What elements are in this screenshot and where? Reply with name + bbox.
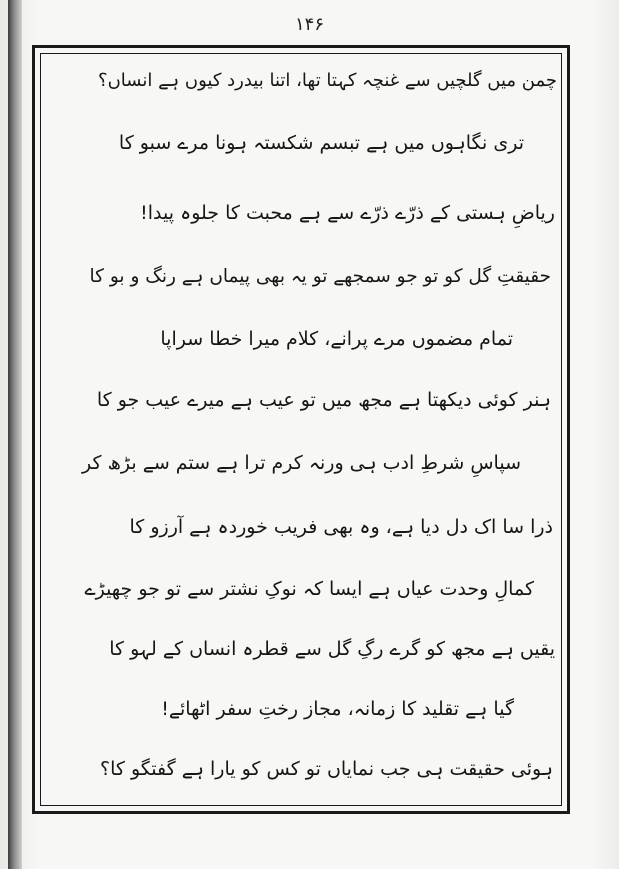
verse-line-10: یقیں ہے مجھ کو گرے رگِ گل سے قطرہ انساں کے لہو کا: [109, 638, 555, 660]
verse-line-7: سپاسِ شرطِ ادب ہی ورنہ کرم ترا ہے ستم سے بڑھ کر: [82, 452, 521, 474]
verse-line-2: تری نگاہوں میں ہے تبسم شکستہ ہونا مرے سبو کا: [118, 132, 524, 154]
verse-line-8: ذرا سا اک دل دیا ہے، وہ بھی فریب خوردہ ہے آرزو کا: [129, 516, 553, 538]
book-spine-shadow: [8, 0, 22, 869]
page-number: ۱۴۶: [294, 14, 324, 35]
page-border-inner: [40, 53, 562, 806]
verse-line-3: ریاضِ ہستی کے ذرّے ذرّے سے ہے محبت کا جلوہ پیدا!: [140, 202, 555, 224]
verse-line-1: چمن میں گلچیں سے غنچہ کہتا تھا، اتنا بیدرد کیوں ہے انساں؟: [98, 70, 557, 91]
verse-line-12: ہوئی حقیقت ہی جب نمایاں تو کس کو یارا ہے گفتگو کا؟: [100, 758, 553, 780]
verse-line-4: حقیقتِ گل کو تو جو سمجھے تو یہ بھی پیماں ہے رنگ و بو کا: [89, 266, 551, 287]
verse-line-5: تمام مضموں مرے پرانے، کلام میرا خطا سراپا: [160, 328, 513, 350]
verse-line-11: گیا ہے تقلید کا زمانہ، مجاز رختِ سفر اٹھائے!: [161, 698, 514, 720]
verse-line-6: ہنر کوئی دیکھتا ہے مجھ میں تو عیب ہے میرے عیب جو کا: [96, 389, 551, 411]
verse-line-9: کمالِ وحدت عیاں ہے ایسا کہ نوکِ نشتر سے تو جو چھیڑے: [84, 578, 534, 600]
